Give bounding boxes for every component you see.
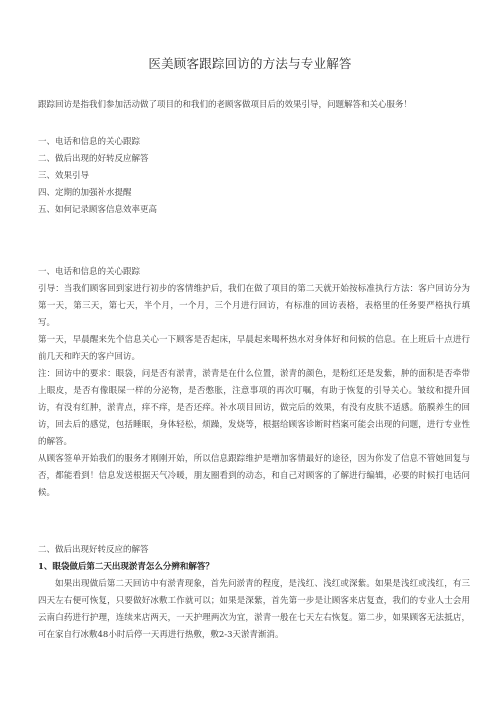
section-phone-message-followup bbox=[38, 264, 470, 502]
toc-item: 四、定期的加强补水提醒 bbox=[38, 188, 132, 198]
section-improvement-reaction bbox=[38, 542, 470, 644]
section-paragraph: 从顾客签单开始我们的服务才刚刚开始，所以信息跟踪维护是增加客情最好的途径，因为你发了信息不管她回复与否，都能看到！信息发送根据天气冷暖，朋友圈看到的动态，和自己对顾客的了解进行编辑，必要的时候打电话问候。 bbox=[38, 454, 470, 498]
section-paragraph: 第一天，早晨醒来先个信息关心一下顾客是否起床，早晨起来喝杯热水对身体好和问候的信息。在上班后十点进行前几天和昨天的客户回访。 bbox=[38, 335, 470, 362]
table-of-contents bbox=[38, 134, 157, 219]
section-paragraph: 引导：当我们顾客回到家进行初步的客情维护后，我们在做了项目的第二天就开始按标准执行方法：客户回访分为第一天，第三天，第七天，半个月，一个月，三个月进行回访，有标准的回访表格，表格里的任务要严格执行填写。 bbox=[38, 284, 470, 328]
toc-item: 一、电话和信息的关心跟踪 bbox=[38, 137, 141, 147]
section-heading: 二、做后出现好转反应的解答 bbox=[38, 545, 149, 555]
toc-item: 三、效果引导 bbox=[38, 171, 90, 181]
intro-paragraph: 跟踪回访是指我们参加活动做了项目的和我们的老顾客做项目后的效果引导，问题解答和关心服务！ bbox=[38, 100, 413, 110]
section-heading: 一、电话和信息的关心跟踪 bbox=[38, 267, 141, 277]
toc-item: 五、如何记录顾客信息效率更高 bbox=[38, 205, 158, 215]
toc-item: 二、做后出现的好转反应解答 bbox=[38, 154, 149, 164]
document-title: 医美顾客跟踪回访的方法与专业解答 bbox=[148, 56, 352, 71]
section-paragraph: 如果出现做后第二天回访中有淤青现象，首先问淤青的程度，是浅红、浅红或深紫。如果是浅红或浅红，有三四天左右便可恢复，只要做好冰敷工作就可以；如果是深紫，首先第一步是让顾客来店复查，我们的专业人士会用云南白药进行护理，连续来店两天，一天护理两次为宜，淤青一般在七天左右恢复。第二步，如果顾客无法抵店，可在家自行冰敷48小时后停一天再进行热敷，敷2-3天淤青渐消。 bbox=[38, 579, 470, 640]
section-paragraph: 注：回访中的要求：眼袋，问是否有淤青，淤青是在什么位置，淤青的颜色，是粉红还是发紫，肿的面积是否牵带上眼皮，是否有像眼屎一样的分泌物，是否憋胀，注意事项的再次叮嘱，有助于恢复的引导关心。皱纹和提升回访，有没有红肿，淤青点，痒不痒，是否还痒。补水项目回访，做完后的效果，有没有皮肤不适感。筋膜养生的回访，回去后的感觉，包括睡眠，身体轻松，烦躁，发烧等，根据给顾客诊断时档案可能会出现的问题，进行专业性的解答。 bbox=[38, 369, 470, 447]
section-subheading: 1、眼袋做后第二天出现淤青怎么分辨和解答？ bbox=[38, 562, 214, 572]
